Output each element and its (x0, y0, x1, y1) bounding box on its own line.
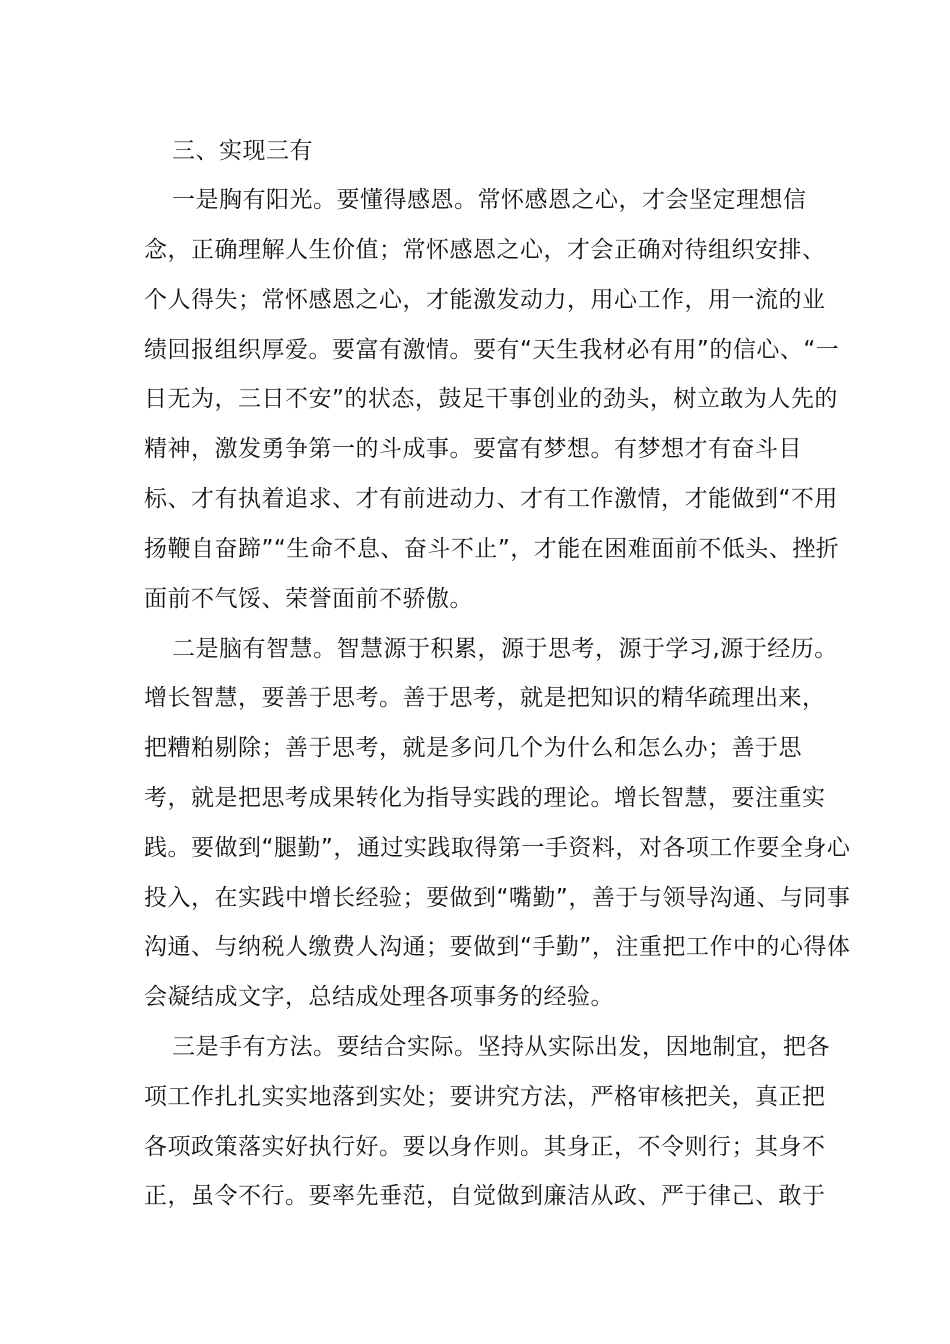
paragraph-1-line-8: 扬鞭自奋蹄”“生命不息、奋斗不止”，才能在困难面前不低头、挫折 (144, 536, 840, 562)
paragraph-1-line-5: 日无为，三日不安”的状态，鼓足干事创业的劲头，树立敢为人先的 (144, 386, 838, 412)
paragraph-2-line-8: 会凝结成文字，总结成处理各项事务的经验。 (144, 984, 614, 1010)
paragraph-1-line-3: 个人得失；常怀感恩之心，才能激发动力，用心工作，用一流的业 (144, 287, 826, 313)
paragraph-1-line-7: 标、才有执着追求、才有前进动力、才有工作激情，才能做到“不用 (144, 486, 838, 512)
section-heading: 三、实现三有 (172, 138, 313, 164)
paragraph-1-line-2: 念，正确理解人生价值；常怀感恩之心，才会正确对待组织安排、 (144, 237, 826, 263)
paragraph-2-line-1: 二是脑有智慧。智慧源于积累，源于思考，源于学习,源于经历。 (172, 636, 838, 662)
paragraph-2-line-3: 把糟粕剔除；善于思考，就是多问几个为什么和怎么办；善于思 (144, 735, 802, 761)
paragraph-3-line-4: 正，虽令不行。要率先垂范，自觉做到廉洁从政、严于律己、敢于 (144, 1183, 826, 1209)
paragraph-2-line-2: 增长智慧，要善于思考。善于思考，就是把知识的精华疏理出来， (144, 685, 826, 711)
paragraph-2-line-5: 践。要做到“腿勤”，通过实践取得第一手资料，对各项工作要全身心 (144, 835, 851, 861)
paragraph-2-line-7: 沟通、与纳税人缴费人沟通；要做到“手勤”，注重把工作中的心得体 (144, 934, 851, 960)
paragraph-2-line-4: 考，就是把思考成果转化为指导实践的理论。增长智慧，要注重实 (144, 785, 826, 811)
paragraph-3-line-2: 项工作扎扎实实地落到实处；要讲究方法，严格审核把关，真正把 (144, 1084, 826, 1110)
paragraph-1-line-1: 一是胸有阳光。要懂得感恩。常怀感恩之心，才会坚定理想信 (172, 187, 807, 213)
paragraph-1-line-9: 面前不气馁、荣誉面前不骄傲。 (144, 586, 473, 612)
paragraph-3-line-3: 各项政策落实好执行好。要以身作则。其身正，不令则行；其身不 (144, 1134, 826, 1160)
paragraph-3-line-1: 三是手有方法。要结合实际。坚持从实际出发，因地制宜，把各 (172, 1034, 830, 1060)
paragraph-1-line-6: 精神，激发勇争第一的斗成事。要富有梦想。有梦想才有奋斗目 (144, 436, 802, 462)
paragraph-1-line-4: 绩回报组织厚爱。要富有激情。要有“天生我材必有用”的信心、“一 (144, 337, 840, 363)
paragraph-2-line-6: 投入，在实践中增长经验；要做到“嘴勤”，善于与领导沟通、与同事 (144, 885, 851, 911)
